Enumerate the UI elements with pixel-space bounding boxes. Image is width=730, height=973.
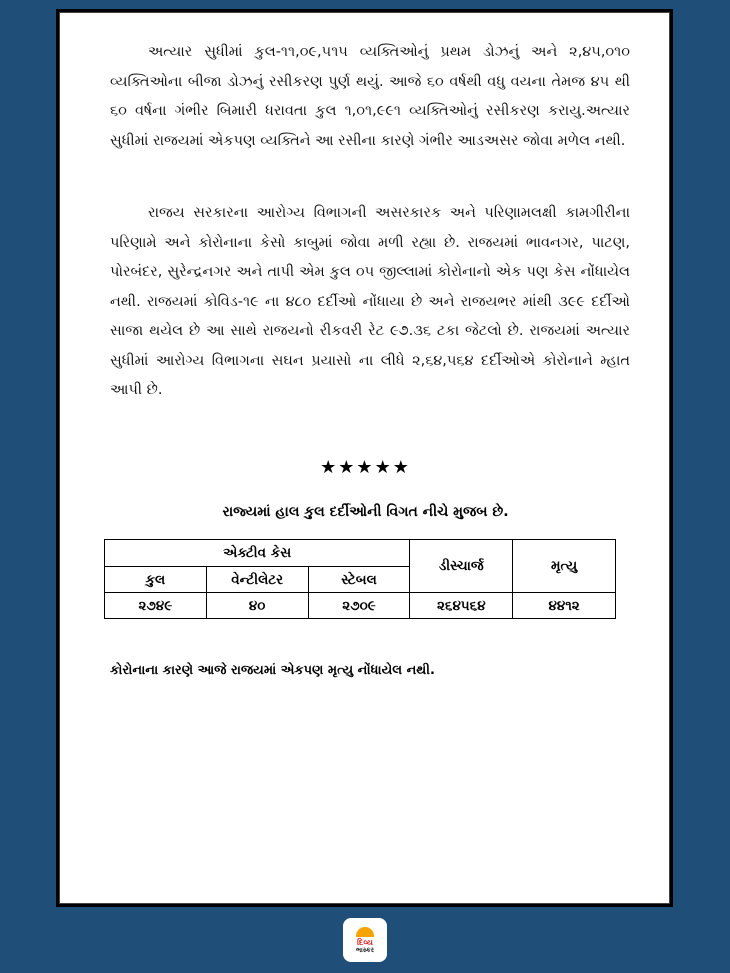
total-value: ૨૭૪૯ [105, 593, 207, 619]
document-page [59, 12, 670, 904]
deaths-header: મૃત્યુ [513, 540, 616, 593]
footer-note: કોરોનાના કારણે આજે રાજયમાં એકપણ મૃત્યુ નોંધાયેલ નથી. [110, 663, 435, 678]
active-cases-header: એક્ટીવ કેસ [105, 540, 410, 567]
stable-header: સ્ટેબલ [308, 567, 410, 593]
ventilator-value: ૪૦ [206, 593, 308, 619]
sun-icon [356, 927, 374, 937]
logo-line2: ભાસ્કર [356, 945, 374, 954]
table-heading: રાજ્યમાં હાલ કુલ દર્દીઓની વિગત નીચે મુજબ છે. [222, 504, 509, 520]
logo-mark [347, 922, 383, 958]
discharged-value: ૨૬૪૫૬૪ [410, 593, 513, 619]
ventilator-header: વેન્ટીલેટર [206, 567, 308, 593]
total-header: કુલ [105, 567, 207, 593]
patient-stats-table [104, 539, 616, 619]
divya-bhaskar-logo [343, 918, 387, 962]
discharged-header: ડીસ્ચાર્જ [410, 540, 513, 593]
paragraph-vaccination: અત્યાર સુધીમાં કુલ-૧૧,૦૯,૫૧૫ વ્યક્તિઓનું પ્રથમ ડોઝનું અને ૨,૪૫,૦૧૦ વ્યક્તિઓના બીજા ડોઝનું રસીકરણ પુર્ણ થયું. આજે ૬૦ વર્ષથી વધુ વયના તેમજ ૪૫ થી ૬૦ વર્ષના ગંભીર બિમારી ધરાવતા કુલ ૧,૦૧,૯૯૧ વ્યક્તિઓનું રસીકરણ કરાયુ.અત્યાર સુધીમાં રાજયમાં એકપણ વ્યક્તિને આ રસીના કારણે ગંભીર આડઅસર જોવા મળેલ નથી. [110, 44, 630, 149]
stable-value: ૨૭૦૯ [308, 593, 410, 619]
star-divider: ★★★★★ [320, 457, 411, 478]
deaths-value: ૪૪૧૨ [513, 593, 616, 619]
logo-line1: દિવ્ય [357, 937, 373, 947]
paragraph-covid-status: રાજય સરકારના આરોગ્ય વિભાગની અસરકારક અને પરિણામલક્ષી કામગીરીના પરિણામે અને કોરોનાના કેસો કાબુમાં જોવા મળી રહ્યા છે. રાજયમાં ભાવનગર, પાટણ, પોરબંદર, સુરેન્દ્રનગર અને તાપી એમ કુલ ૦૫ જીલ્લામાં કોરોનાનો એક પણ કેસ નોંધાયેલ નથી. રાજયમાં કોવિડ-૧૯ ના ૪૮૦ દર્દીઓ નોંધાયા છે અને રાજયભર માંથી ૩૯૯ દર્દીઓ સાજા થયેલ છે આ સાથે રાજયનો રીકવરી રેટ ૯૭.૩૬ ટકા જેટલો છે. રાજયમાં અત્યાર સુધીમાં આરોગ્ય વિભાગના સઘન પ્રયાસો ના લીધે ૨,૬૪,૫૬૪ દર્દીઓએ કોરોનાને મ્હાત આપી છે. [110, 205, 630, 398]
